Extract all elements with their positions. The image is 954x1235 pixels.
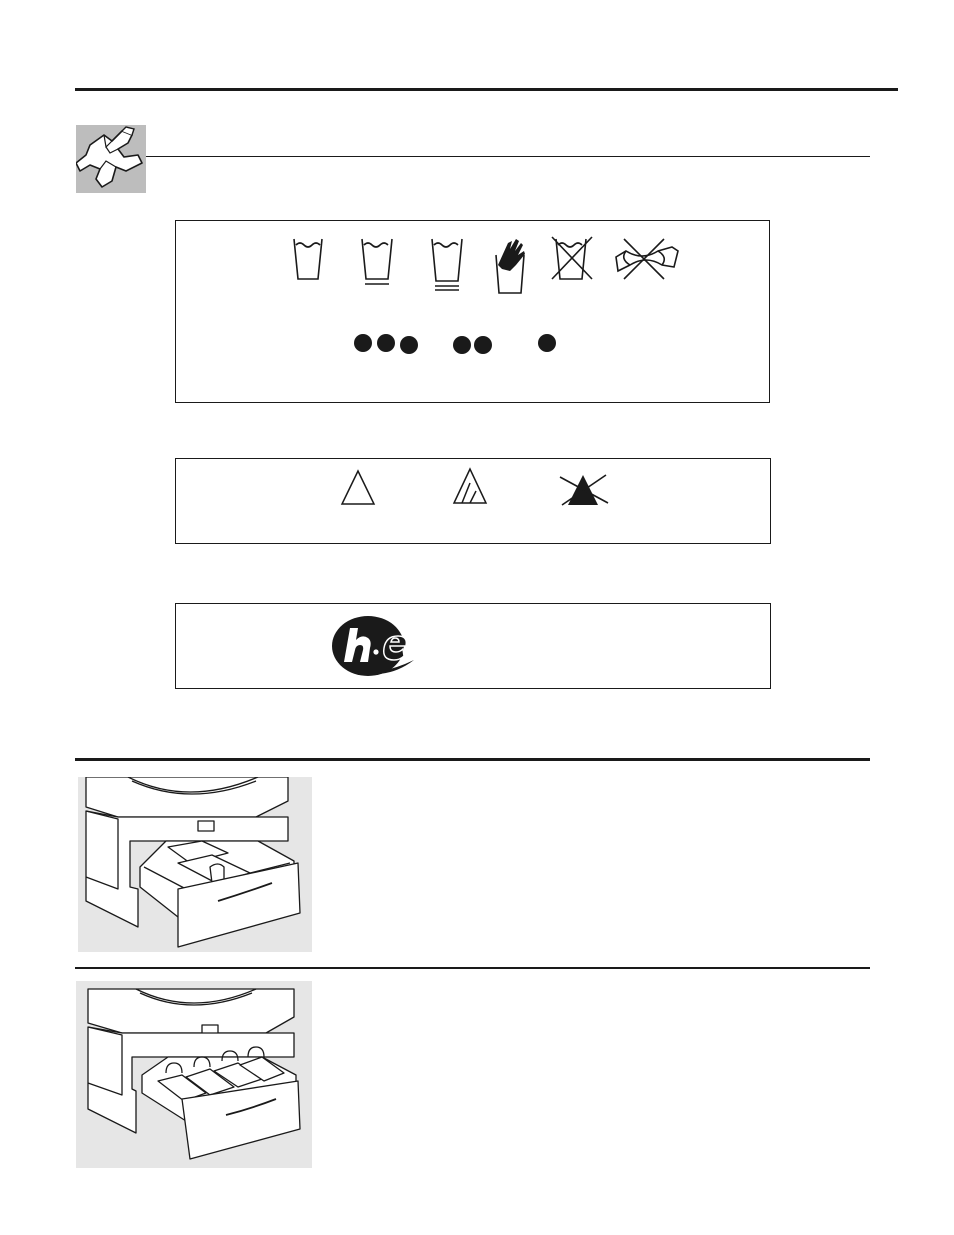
do-not-wring-icon [616,239,678,279]
cold-one-dot-icon [538,334,556,352]
top-rule [75,88,898,91]
wash-tub-delicate-icon [432,239,462,290]
wash-symbols-box [175,220,770,403]
bleach-symbols-box [175,458,771,544]
warm-two-dots-icon [453,336,492,354]
wash-tub-permanent-press-icon [362,239,392,284]
wash-tub-icon [294,239,322,279]
non-chlorine-bleach-icon [454,469,486,503]
hand-wash-icon [496,239,525,293]
pedestal-drawer-with-bottles-illustration [76,981,312,1168]
do-not-wash-icon [552,237,592,279]
section-rule [75,758,870,761]
header-rule [146,156,870,157]
divider-rule [75,967,870,969]
hot-three-dots-icon [354,334,418,354]
pedestal-drawer-illustration [78,777,312,952]
he-logo-icon [328,610,418,680]
he-detergent-box [175,603,771,689]
do-not-bleach-icon [560,475,608,505]
bleach-triangle-icon [342,471,374,504]
clothing-care-icon [76,125,146,193]
